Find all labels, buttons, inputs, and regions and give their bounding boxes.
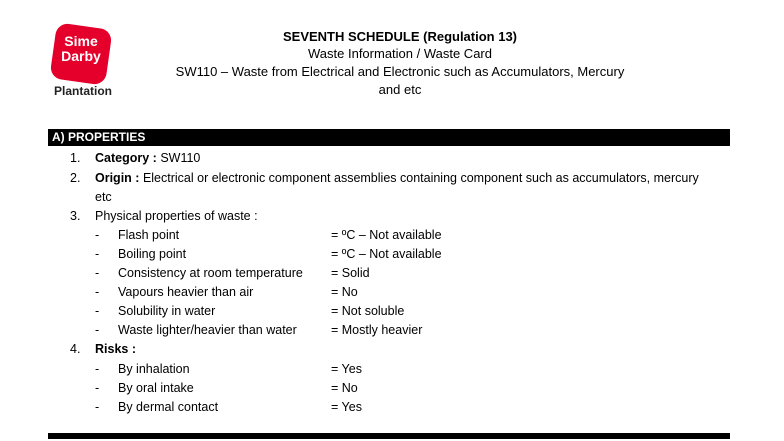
list-dash: - [95, 285, 100, 299]
document-description-line-2: and etc [378, 82, 422, 97]
item-number-1: 1. [70, 151, 81, 165]
property-value: = Not soluble [331, 304, 405, 318]
property-label: Waste lighter/heavier than water [118, 323, 297, 337]
property-value: = ºC – Not available [331, 247, 442, 261]
risk-value: = Yes [331, 400, 362, 414]
property-label: Flash point [118, 228, 180, 242]
origin-value: Electrical or electronic component assemblies containing component such as accumulators, mercury [142, 171, 699, 185]
property-value: = Solid [331, 266, 370, 280]
category-label: Category : [95, 151, 157, 165]
risk-value: = No [331, 381, 358, 395]
origin-value-continued: etc [95, 190, 112, 204]
origin-label: Origin : [95, 171, 140, 185]
property-value: = No [331, 285, 358, 299]
category-row [95, 150, 200, 166]
item-number-2: 2. [70, 171, 81, 185]
risk-label: By dermal contact [118, 400, 219, 414]
property-value: = ºC – Not available [331, 228, 442, 242]
list-dash: - [95, 400, 100, 414]
logo-line-2: Darby [61, 48, 101, 64]
list-dash: - [95, 247, 100, 261]
company-logo [48, 26, 118, 102]
origin-row [95, 170, 699, 186]
property-label: Consistency at room temperature [118, 266, 303, 280]
document-description-line-1: SW110 – Waste from Electrical and Electronic such as Accumulators, Mercury [175, 64, 625, 79]
property-label: Vapours heavier than air [118, 285, 254, 299]
property-label: Boiling point [118, 247, 187, 261]
physical-properties-label: Physical properties of waste : [95, 209, 258, 223]
risk-value: = Yes [331, 362, 362, 376]
property-value: = Mostly heavier [331, 323, 423, 337]
list-dash: - [95, 323, 100, 337]
category-value: SW110 [160, 151, 201, 165]
risks-label: Risks : [95, 342, 136, 356]
document-subtitle: Waste Information / Waste Card [308, 46, 492, 61]
list-dash: - [95, 228, 100, 242]
risk-label: By oral intake [118, 381, 194, 395]
risk-label: By inhalation [118, 362, 190, 376]
item-number-4: 4. [70, 342, 81, 356]
document-title: SEVENTH SCHEDULE (Regulation 13) [282, 29, 518, 44]
item-number-3: 3. [70, 209, 81, 223]
logo-subtitle: Plantation [53, 84, 112, 98]
section-header-properties: A) PROPERTIES [48, 129, 730, 146]
bottom-divider [48, 433, 730, 439]
list-dash: - [95, 266, 100, 280]
list-dash: - [95, 362, 100, 376]
list-dash: - [95, 304, 100, 318]
logo-line-1: Sime [64, 33, 98, 49]
list-dash: - [95, 381, 100, 395]
property-label: Solubility in water [118, 304, 216, 318]
logo-wordmark [53, 34, 109, 64]
